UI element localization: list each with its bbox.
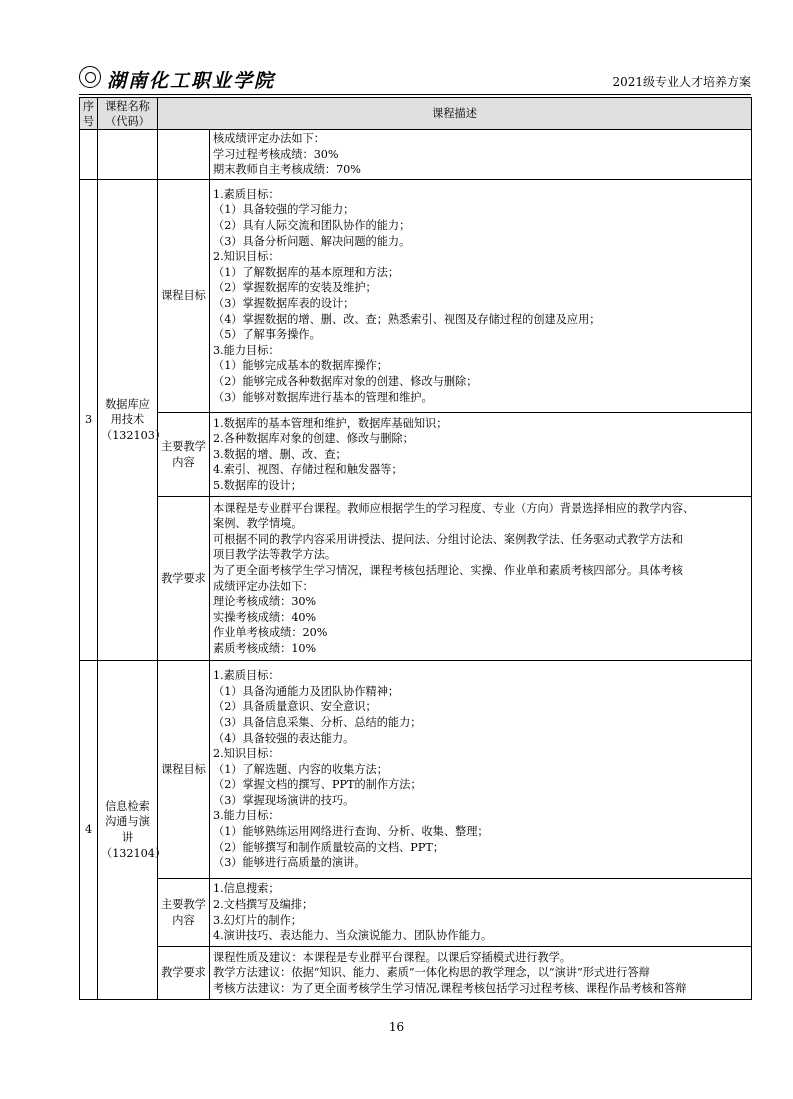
page-header [79,64,751,95]
table-row [80,661,752,879]
header-description: 课程描述 [158,98,752,130]
course-name: 信息检索 沟通与演 讲 （132104） [98,661,158,1000]
course-requirements: 课程性质及建议：本课程是专业群平台课程。以课后穿插模式进行教学。 教学方法建议：依据“知识、能力、素质”一体化构思的教学理念，以“演讲”形式进行答辩 考核方法建议：为了更全面考核学生学习情况,课程考核包括学习过程考核、课程作品考核和答辩 [210,947,752,1000]
course-content: 1.信息搜索； 2.文档撰写及编排； 3.幻灯片的制作； 4.演讲技巧、表达能力、当众演说能力、团队协作能力。 [210,879,752,947]
course-requirements: 本课程是专业群平台课程。教师应根据学生的学习程度、专业（方向）背景选择相应的教学内容、 案例、教学情境。 可根据不同的教学内容采用讲授法、提问法、分组讨论法、案例教学法、任务驱动式教学方法和 项目教学法等教学方法。 为了更全面考核学生学习情况，课程考核包括理论、实操、作业单和素质考核四部分。具体考核 成绩评定办法如下： 理论考核成绩：30% 实操考核成绩：40% 作业单考核成绩：20% 素质考核成绩：10% [210,497,752,661]
section-label-content: 主要教学 内容 [158,879,210,947]
header-no: 序 号 [80,98,98,130]
section-label-requirements: 教学要求 [158,947,210,1000]
table-header-row [80,98,752,130]
section-label-content: 主要教学 内容 [158,413,210,497]
course-name: 数据库应 用技术 （132103） [98,180,158,661]
course-number: 4 [80,661,98,1000]
table-row [80,130,752,180]
page-number: 16 [388,1020,405,1034]
school-emblem-icon [79,66,101,88]
course-goals: 1.素质目标： （1）具备较强的学习能力； （2）具有人际交流和团队协作的能力； （3）具备分析问题、解决问题的能力。 2.知识目标： （1）了解数据库的基本原理和方法； （2）掌握数据库的安装及维护； （3）掌握数据库表的设计； （4）掌握数据的增、删、改、查；熟悉索引、视图及存储过程的创建及应用； （5）了解事务操作。 3.能力目标： （1）能够完成基本的数据库操作； （2）能够完成各种数据库对象的创建、修改与删除； （3）能够对数据库进行基本的管理和维护。 [210,180,752,413]
course-content: 1.数据库的基本管理和维护，数据库基础知识； 2.各种数据库对象的创建、修改与删除； 3.数据的增、删、改、查； 4.索引、视图、存储过程和触发器等； 5.数据库的设计； [210,413,752,497]
header-course-name: 课程名称 （代码） [98,98,158,130]
table-row [80,879,752,947]
school-logo-text: 湖南化工职业学院 [107,70,276,92]
table-row [80,497,752,661]
section-label-goals: 课程目标 [158,661,210,879]
course-table [79,97,752,1000]
document-title: 2021级专业人才培养方案 [612,75,751,89]
continued-assessment: 核成绩评定办法如下： 学习过程考核成绩：30% 期末教师自主考核成绩：70% [210,130,752,180]
table-row [80,180,752,413]
course-number: 3 [80,180,98,661]
section-label-requirements: 教学要求 [158,497,210,661]
section-label-goals: 课程目标 [158,180,210,413]
course-goals: 1.素质目标： （1）具备沟通能力及团队协作精神； （2）具备质量意识、安全意识； （3）具备信息采集、分析、总结的能力； （4）具备较强的表达能力。 2.知识目标： （1）了解选题、内容的收集方法； （2）掌握文档的撰写、PPT的制作方法； （3）掌握现场演讲的技巧。 3.能力目标： （1）能够熟练运用网络进行查询、分析、收集、整理； （2）能够撰写和制作质量较高的文档、PPT； （3）能够进行高质量的演讲。 [210,661,752,879]
table-row [80,947,752,1000]
table-row [80,413,752,497]
